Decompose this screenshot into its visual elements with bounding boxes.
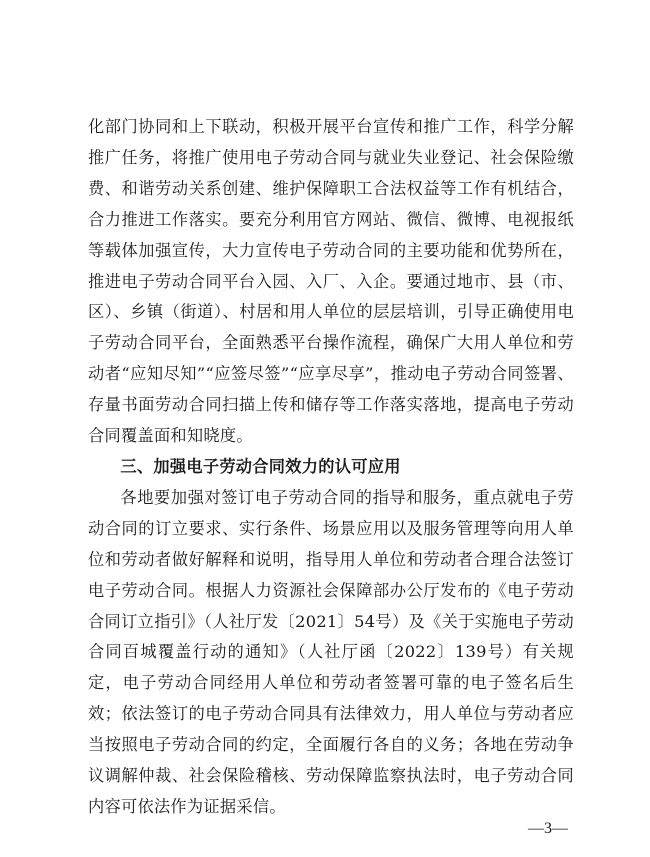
paragraph-continued: 化部门协同和上下联动，积极开展平台宣传和推广工作，科学分解推广任务，将推广使用电子劳动合同与就业失业登记、社会保险缴费、和谐劳动关系创建、维护保障职工合法权益等工作有机结合，合力推进工作落实。要充分利用官方网站、微信、微博、电视报纸等载体加强宣传，大力宣传电子劳动合同的主要功能和优势所在，推进电子劳动合同平台入园、入厂、入企。要通过地市、县（市、区）、乡镇（街道）、村居和用人单位的层层培训，引导正确使用电子劳动合同平台，全面熟悉平台操作流程，确保广大用人单位和劳动者“应知尽知”“应签尽签”“应享尽享”，推动电子劳动合同签署、存量书面劳动合同扫描上传和储存等工作落实落地，提高电子劳动合同覆盖面和知晓度。 xyxy=(88,117,574,446)
page-number: —3— xyxy=(528,820,568,837)
section-heading: 三、加强电子劳动合同效力的认可应用 xyxy=(120,456,401,476)
document-body xyxy=(88,112,574,823)
section-paragraph: 各地要加强对签订电子劳动合同的指导和服务，重点就电子劳动合同的订立要求、实行条件、场景应用以及服务管理等向用人单位和劳动者做好解释和说明，指导用人单位和劳动者合理合法签订电子劳动合同。根据人力资源社会保障部办公厅发布的《电子劳动合同订立指引》（人社厅发〔2021〕54号）及《关于实施电子劳动合同百城覆盖行动的通知》（人社厅函〔2022〕139号）有关规定，电子劳动合同经用人单位和劳动者签署可靠的电子签名后生效；依法签订的电子劳动合同具有法律效力，用人单位与劳动者应当按照电子劳动合同的约定，全面履行各自的义务；各地在劳动争议调解仲裁、社会保险稽核、劳动保障监察执法时，电子劳动合同内容可依法作为证据采信。 xyxy=(88,487,574,816)
